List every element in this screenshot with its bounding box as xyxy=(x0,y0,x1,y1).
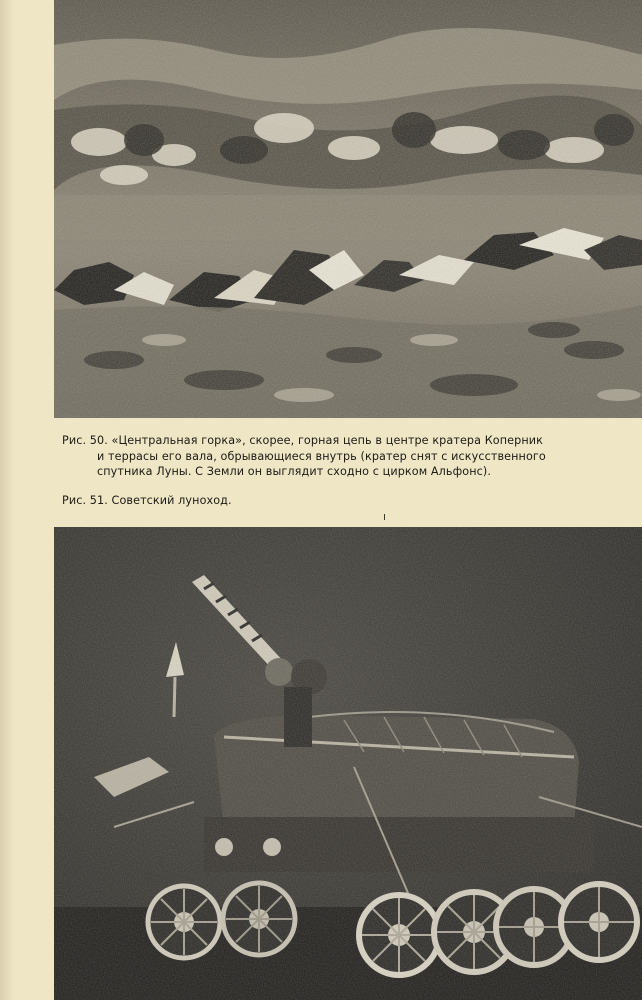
figure-50-caption-line-2: и террасы его вала, обрывающиеся внутрь (кратер снят с искусственного xyxy=(97,449,546,463)
figure-50-caption-text-1: «Центральная горка», скорее, горная цепь в центре кратера Коперник xyxy=(111,434,543,447)
lunokhod-photo-image xyxy=(54,527,642,1000)
print-mark xyxy=(384,514,385,520)
figure-50-caption-line-3: спутника Луны. С Земли он выглядит сходно с цирком Альфонс). xyxy=(97,465,492,478)
figure-51-caption xyxy=(62,493,622,509)
crater-photo xyxy=(54,0,642,418)
lunokhod-photo xyxy=(54,527,642,1000)
figure-51-label: Рис. 51. xyxy=(62,494,108,507)
figure-50-caption xyxy=(62,433,622,480)
crater-photo-image xyxy=(54,0,642,418)
figure-51-caption-line xyxy=(62,493,622,509)
figure-50-label: Рис. 50. xyxy=(62,434,108,447)
figure-51-caption-text: Советский луноход. xyxy=(111,494,232,507)
page-edge xyxy=(0,0,14,1000)
figure-50-caption-line-1 xyxy=(62,433,622,449)
